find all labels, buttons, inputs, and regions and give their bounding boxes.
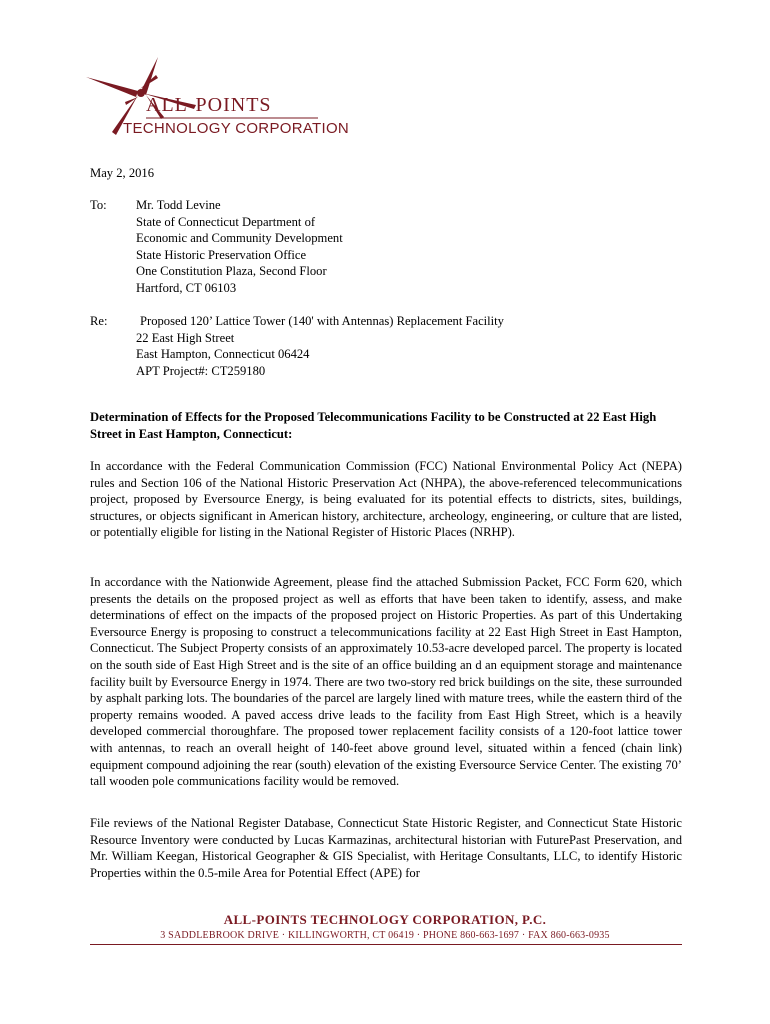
letter-date: May 2, 2016 <box>90 166 155 180</box>
subject-line: APT Project#: CT259180 <box>136 363 266 378</box>
recipient-line: State of Connecticut Department of <box>136 214 316 229</box>
body-paragraph-2: In accordance with the Nationwide Agreement, please find the attached Submission Packet, FCC Form 620, which presents the details on the proposed project as well as efforts that have been taken to identify, assess, and make determinations of effect on the impacts of the proposed project on Historic Properties. As part of this Undertaking Eversource Energy is proposing to construct a telecommunications facility at 22 East High Street in East Hampton, Connecticut. The Subject Property consists of an approximately 10.53-acre developed parcel. The property is located on the south side of East High Street and is the site of an office building an d an equipment storage and maintenance facility built by Eversource Energy in 1974. There are two two-story red brick buildings on the site, these surrounded by asphalt parking lots. The boundaries of the parcel are largely lined with mature trees, while the eastern third of the property remains wooded. A paved access drive leads to the facility from East High Street, which is a heavily developed commercial thoroughfare. The proposed tower replacement facility consists of a 120-foot lattice tower with antennas, to reach an overall height of 140-feet above ground level, situated within a fenced (chain link) equipment compound adjoining the rear (south) elevation of the existing Eversource Service Center. The existing 70’ tall wooden pole communications facility would be removed. <box>90 575 682 789</box>
logo-company-name: ALL-POINTS <box>146 94 272 116</box>
footer-address: 3 SADDLEBROOK DRIVE · KILLINGWORTH, CT 06419 · PHONE 860-663-1697 · FAX 860-663-0935 <box>160 930 610 941</box>
footer-company-name: ALL-POINTS TECHNOLOGY CORPORATION, P.C. <box>223 912 547 927</box>
subject-line: East Hampton, Connecticut 06424 <box>136 347 310 362</box>
subject-line: 22 East High Street <box>136 330 235 345</box>
section-heading: Determination of Effects for the Proposed Telecommunications Facility to be Constructed at 22 East High Street in East Hampton, Connecticut: <box>90 410 657 441</box>
subject-line: Proposed 120’ Lattice Tower (140' with Antennas) Replacement Facility <box>140 314 504 328</box>
footer-divider <box>90 944 682 945</box>
logo-company-subtitle: TECHNOLOGY CORPORATION <box>123 120 350 137</box>
recipient-line: Mr. Todd Levine <box>136 198 221 212</box>
recipient-address <box>136 197 343 297</box>
recipient-line: State Historic Preservation Office <box>136 247 307 262</box>
re-label: Re: <box>90 314 108 328</box>
recipient-line: Hartford, CT 06103 <box>136 280 237 295</box>
body-paragraph-1: In accordance with the Federal Communication Commission (FCC) National Environmental Policy Act (NEPA) rules and Section 106 of the National Historic Preservation Act (NHPA), the above-referenced telecommunications project, proposed by Eversource Energy, is being evaluated for its potential effects to districts, sites, buildings, structures, or objects significant in American history, architecture, archeology, engineering, or culture that are listed, or potentially eligible for listing in the National Register of Historic Places (NRHP). <box>90 459 682 540</box>
recipient-line: Economic and Community Development <box>136 231 343 246</box>
subject-block <box>136 313 504 379</box>
recipient-line: One Constitution Plaza, Second Floor <box>136 264 327 279</box>
company-logo <box>86 55 350 140</box>
to-label: To: <box>90 198 107 212</box>
body-paragraph-3: File reviews of the National Register Database, Connecticut State Historic Register, and Connecticut State Historic Resource Inventory were conducted by Lucas Karmazinas, architectural historian with FuturePast Preservation, and Mr. William Keegan, Historical Geographer & GIS Specialist, with Heritage Consultants, LLC, to identify Historic Properties within the 0.5-mile Area for Potential Effect (APE) for <box>90 816 682 880</box>
